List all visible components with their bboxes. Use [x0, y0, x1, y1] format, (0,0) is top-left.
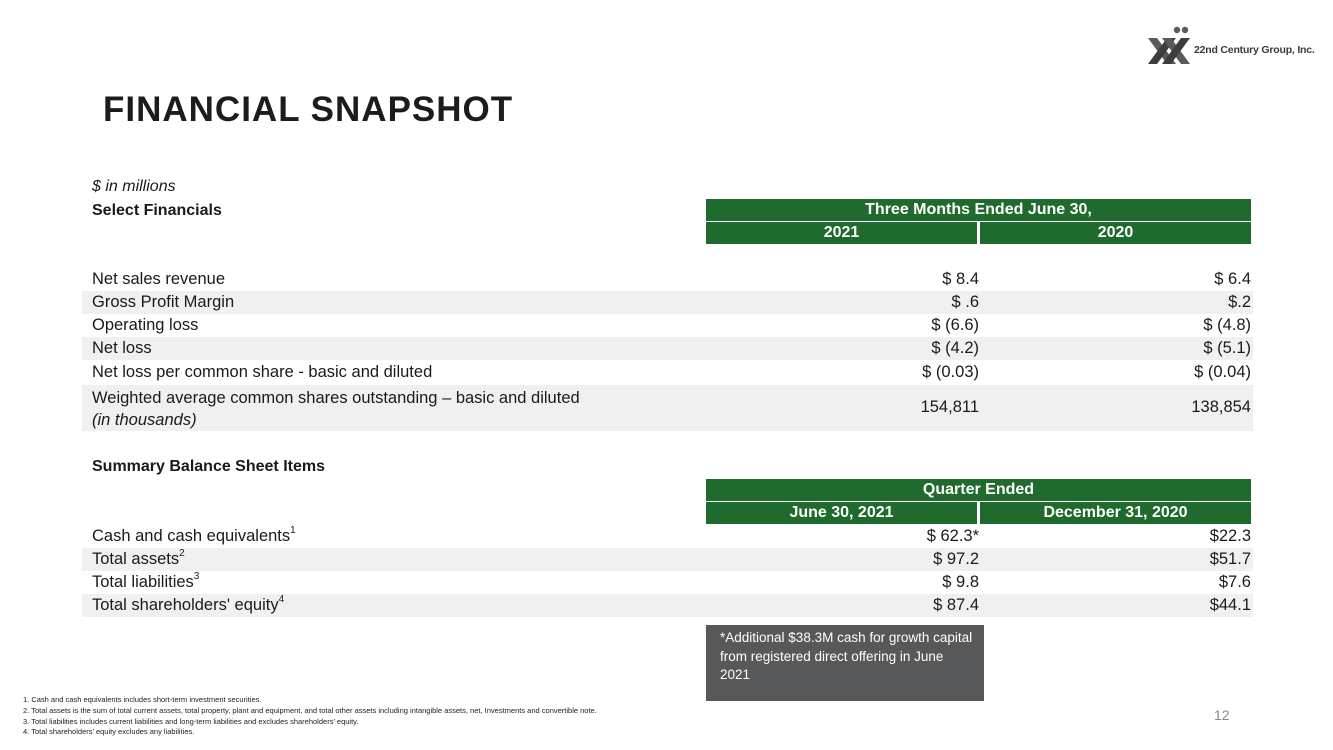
row-label-main: Weighted average common shares outstanding – basic and diluted [92, 389, 580, 407]
row-value-june-2021: $ 9.8 [942, 573, 979, 591]
table-row [82, 385, 1253, 431]
row-value-2021: $ .6 [951, 293, 979, 311]
row-label: Cash and cash equivalents$^1$ [92, 525, 296, 545]
row-label: Net loss per common share - basic and diluted [92, 363, 433, 381]
column-header-2020: 2020 [980, 222, 1251, 244]
period-header: Three Months Ended June 30, [706, 199, 1251, 221]
row-label: Total shareholders' equity$^4$ [92, 594, 285, 614]
row-label: Total assets$^2$ [92, 548, 185, 568]
table-row [82, 594, 1253, 617]
row-value-2021: $ (6.6) [931, 316, 979, 334]
row-value-2021: $ (0.03) [922, 363, 979, 381]
table-row [82, 525, 1253, 548]
table-row [82, 337, 1253, 360]
row-value-dec-2020: $44.1 [1209, 596, 1251, 614]
row-label: Total liabilities$^3$ [92, 571, 200, 591]
unit-note: $ in millions [92, 178, 176, 195]
row-value-2020: $ (4.8) [1203, 316, 1251, 334]
page-number: 12 [1214, 707, 1230, 723]
row-label-sub: (in thousands) [92, 411, 197, 429]
footnote-3: 3. Total liabilities includes current liabilities and long-term liabilities and excludes shareholders’ equity. [23, 716, 359, 726]
cash-callout-box: *Additional $38.3M cash for growth capital from registered direct offering in June 2021 [706, 625, 984, 701]
page-title: FINANCIAL SNAPSHOT [103, 90, 514, 129]
row-value-june-2021: $ 62.3* [926, 527, 979, 545]
column-header-june-2021: June 30, 2021 [706, 502, 977, 524]
footnote-2: 2. Total assets is the sum of total current assets, total property, plant and equipment, and total other assets including intangible assets, net, Investments and convertible note. [23, 705, 597, 715]
balance-sheet-label: Summary Balance Sheet Items [92, 458, 325, 475]
row-value-dec-2020: $22.3 [1209, 527, 1251, 545]
row-value-2020: $.2 [1228, 293, 1251, 311]
row-value-june-2021: $ 97.2 [933, 550, 979, 568]
row-value-2020: 138,854 [1191, 398, 1251, 416]
row-value-dec-2020: $7.6 [1218, 573, 1251, 591]
row-value-2020: $ (5.1) [1203, 339, 1251, 357]
table-row [82, 314, 1253, 337]
row-value-2020: $ (0.04) [1194, 363, 1251, 381]
table-row [82, 361, 1253, 384]
select-financials-label: Select Financials [92, 202, 222, 219]
column-header-2021: 2021 [706, 222, 977, 244]
row-label: Net loss [92, 339, 152, 357]
row-value-dec-2020: $51.7 [1209, 550, 1251, 568]
company-logo [1146, 24, 1316, 68]
footnote-1: 1. Cash and cash equivalents includes short-term investment securities. [23, 695, 262, 704]
table-row [82, 548, 1253, 571]
row-label: Operating loss [92, 316, 199, 334]
row-value-2021: $ 8.4 [942, 270, 979, 288]
table-row [82, 268, 1253, 291]
row-value-2021: $ (4.2) [931, 339, 979, 357]
xxii-logo-icon [1146, 24, 1194, 66]
logo-text: 22nd Century Group, Inc. [1194, 44, 1315, 56]
quarter-header: Quarter Ended [706, 479, 1251, 501]
column-header-dec-2020: December 31, 2020 [980, 502, 1251, 524]
table-row [82, 291, 1253, 314]
table-row [82, 571, 1253, 594]
row-label [92, 387, 580, 431]
row-value-june-2021: $ 87.4 [933, 596, 979, 614]
row-label: Gross Profit Margin [92, 293, 235, 311]
footnote-4: 4. Total shareholders’ equity excludes any liabilities. [23, 727, 195, 737]
row-value-2021: 154,811 [920, 398, 979, 416]
row-label: Net sales revenue [92, 270, 225, 288]
row-value-2020: $ 6.4 [1214, 270, 1251, 288]
footnotes [23, 695, 597, 738]
